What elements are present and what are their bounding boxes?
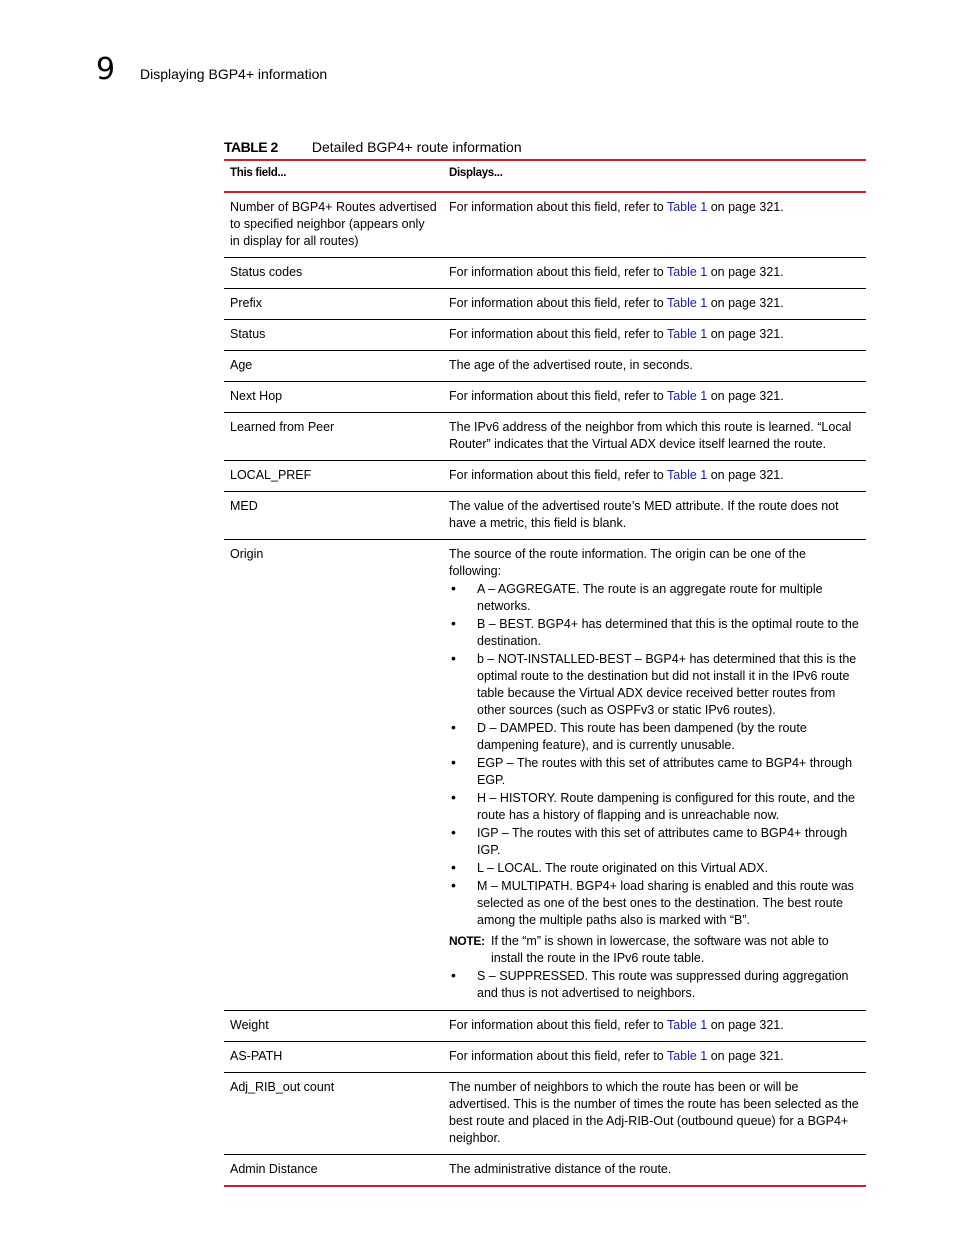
table-row (224, 413, 866, 461)
bullet-text: B – BEST. BGP4+ has determined that this is the optimal route to the destination. (477, 617, 859, 648)
description-text: The source of the route information. The origin can be one of the following: (449, 547, 806, 578)
reference-prefix: For information about this field, refer to (449, 200, 667, 214)
chapter-title: Displaying BGP4+ information (140, 66, 328, 82)
field-name-cell: LOCAL_PREF (230, 468, 312, 482)
chapter-number: 9 (96, 52, 116, 87)
bullet-icon: • (451, 859, 456, 875)
field-name-cell: Next Hop (230, 389, 283, 403)
field-name-cell: Number of BGP4+ Routes advertised to specified neighbor (appears only in display for all routes) (230, 200, 437, 248)
column-header-field: This field... (230, 167, 287, 179)
reference-prefix: For information about this field, refer to (449, 265, 667, 279)
table-1-link[interactable]: Table 1 (666, 1049, 708, 1063)
bullet-icon: • (451, 754, 456, 770)
bullet-icon: • (451, 824, 456, 840)
bullet-text: b – NOT-INSTALLED-BEST – BGP4+ has determined that this is the optimal route to the destination but did not install it in the IPv6 route table because the Virtual ADX device received better routes from other sources (such as OSPFv3 or static IPv6 routes). (477, 652, 857, 717)
bullet-icon: • (451, 615, 456, 631)
note-text: If the “m” is shown in lowercase, the software was not able to install the route in the IPv6 route table. (491, 934, 829, 965)
reference-suffix: on page 321. (707, 265, 784, 279)
table-row (224, 461, 866, 492)
reference-suffix: on page 321. (707, 389, 784, 403)
origin-code-list (449, 581, 860, 929)
bullet-icon: • (451, 650, 456, 666)
field-name-cell: Prefix (230, 296, 262, 310)
bullet-text: H – HISTORY. Route dampening is configured for this route, and the route has a history of flapping and is unreachable now. (477, 791, 855, 822)
field-description-cell (443, 192, 866, 258)
field-description-cell (443, 461, 866, 492)
field-description-cell (443, 289, 866, 320)
bullet-text: EGP – The routes with this set of attributes came to BGP4+ through EGP. (477, 756, 853, 787)
reference-prefix: For information about this field, refer to (449, 1049, 667, 1063)
reference-suffix: on page 321. (707, 1049, 784, 1063)
table-row (224, 289, 866, 320)
bullet-text: A – AGGREGATE. The route is an aggregate route for multiple networks. (477, 582, 823, 613)
note-label: NOTE: (449, 934, 485, 948)
bullet-item (449, 581, 860, 615)
bullet-icon: • (451, 789, 456, 805)
bullet-text: D – DAMPED. This route has been dampened (by the route dampening feature), and is currently unusable. (477, 721, 807, 752)
field-name-cell: Learned from Peer (230, 420, 335, 434)
table-row (224, 258, 866, 289)
bullet-item (449, 860, 860, 877)
field-description-cell (443, 1011, 866, 1042)
bullet-item (449, 825, 860, 859)
table-1-link[interactable]: Table 1 (666, 265, 708, 279)
bullet-item (449, 651, 860, 719)
table-row (224, 351, 866, 382)
table-1-link[interactable]: Table 1 (666, 468, 708, 482)
table-caption (224, 138, 522, 156)
field-description-cell (443, 1155, 866, 1187)
reference-suffix: on page 321. (707, 1018, 784, 1032)
bullet-text: L – LOCAL. The route originated on this Virtual ADX. (477, 861, 768, 875)
bullet-item (449, 720, 860, 754)
bullet-icon: • (451, 719, 456, 735)
bullet-text: M – MULTIPATH. BGP4+ load sharing is enabled and this route was selected as one of the best ones to the destination. The best route among the multiple paths also is marked with “B”. (477, 879, 854, 927)
field-name-cell: Status (230, 327, 266, 341)
reference-prefix: For information about this field, refer to (449, 1018, 667, 1032)
bullet-icon: • (451, 877, 456, 893)
note (449, 933, 860, 967)
table-row (224, 192, 866, 258)
field-name-cell: Age (230, 358, 253, 372)
bullet-item (449, 755, 860, 789)
reference-suffix: on page 321. (707, 468, 784, 482)
description-text: The value of the advertised route’s MED attribute. If the route does not have a metric, this field is blank. (449, 499, 839, 530)
field-description-cell (443, 258, 866, 289)
field-description-cell (443, 382, 866, 413)
column-header-displays: Displays... (449, 167, 503, 179)
table-1-link[interactable]: Table 1 (666, 296, 708, 310)
table-header-row (224, 160, 866, 192)
table-row (224, 382, 866, 413)
bullet-text: S – SUPPRESSED. This route was suppressed during aggregation and thus is not advertised to neighbors. (477, 969, 849, 1000)
field-name-cell: Adj_RIB_out count (230, 1080, 335, 1094)
bullet-item (449, 616, 860, 650)
field-name-cell: Weight (230, 1018, 269, 1032)
field-name-cell: MED (230, 499, 258, 513)
description-text: The number of neighbors to which the route has been or will be advertised. This is the number of times the route has been selected as the best route and placed in the Adj-RIB-Out (outbound queue) for a BGP4+ neighbor. (449, 1080, 859, 1145)
bullet-item (449, 790, 860, 824)
description-text: The age of the advertised route, in seconds. (449, 358, 693, 372)
table-1-link[interactable]: Table 1 (666, 327, 708, 341)
reference-suffix: on page 321. (707, 200, 784, 214)
table-label: TABLE 2 (224, 139, 278, 155)
field-description-cell (443, 492, 866, 540)
bullet-item (449, 878, 860, 929)
reference-prefix: For information about this field, refer to (449, 389, 667, 403)
field-name-cell: Admin Distance (230, 1162, 318, 1176)
origin-code-list-continued (449, 968, 860, 1002)
reference-suffix: on page 321. (707, 327, 784, 341)
reference-prefix: For information about this field, refer to (449, 296, 667, 310)
bullet-text: IGP – The routes with this set of attributes came to BGP4+ through IGP. (477, 826, 848, 857)
table-row (224, 492, 866, 540)
bullet-icon: • (451, 967, 456, 983)
field-name-cell: Origin (230, 547, 264, 561)
table-row (224, 540, 866, 1011)
field-description-cell (443, 320, 866, 351)
table-row (224, 1073, 866, 1155)
reference-prefix: For information about this field, refer to (449, 468, 667, 482)
field-description-cell (443, 413, 866, 461)
bgp4-route-info-table (224, 159, 866, 1187)
field-description-cell (443, 540, 866, 1011)
field-name-cell: Status codes (230, 265, 303, 279)
table-title: Detailed BGP4+ route information (311, 139, 522, 155)
bullet-item (449, 968, 860, 1002)
field-description-cell (443, 1073, 866, 1155)
table-1-link[interactable]: Table 1 (666, 1018, 708, 1032)
table-row (224, 320, 866, 351)
description-text: The administrative distance of the route. (449, 1162, 672, 1176)
field-name-cell: AS-PATH (230, 1049, 283, 1063)
table-row (224, 1042, 866, 1073)
reference-suffix: on page 321. (707, 296, 784, 310)
reference-prefix: For information about this field, refer to (449, 327, 667, 341)
table-1-link[interactable]: Table 1 (666, 200, 708, 214)
description-text: The IPv6 address of the neighbor from which this route is learned. “Local Router” indicates that the Virtual ADX device itself learned the route. (449, 420, 852, 451)
field-description-cell (443, 1042, 866, 1073)
field-description-cell (443, 351, 866, 382)
bullet-icon: • (451, 580, 456, 596)
table-1-link[interactable]: Table 1 (666, 389, 708, 403)
table-row (224, 1155, 866, 1187)
table-row (224, 1011, 866, 1042)
